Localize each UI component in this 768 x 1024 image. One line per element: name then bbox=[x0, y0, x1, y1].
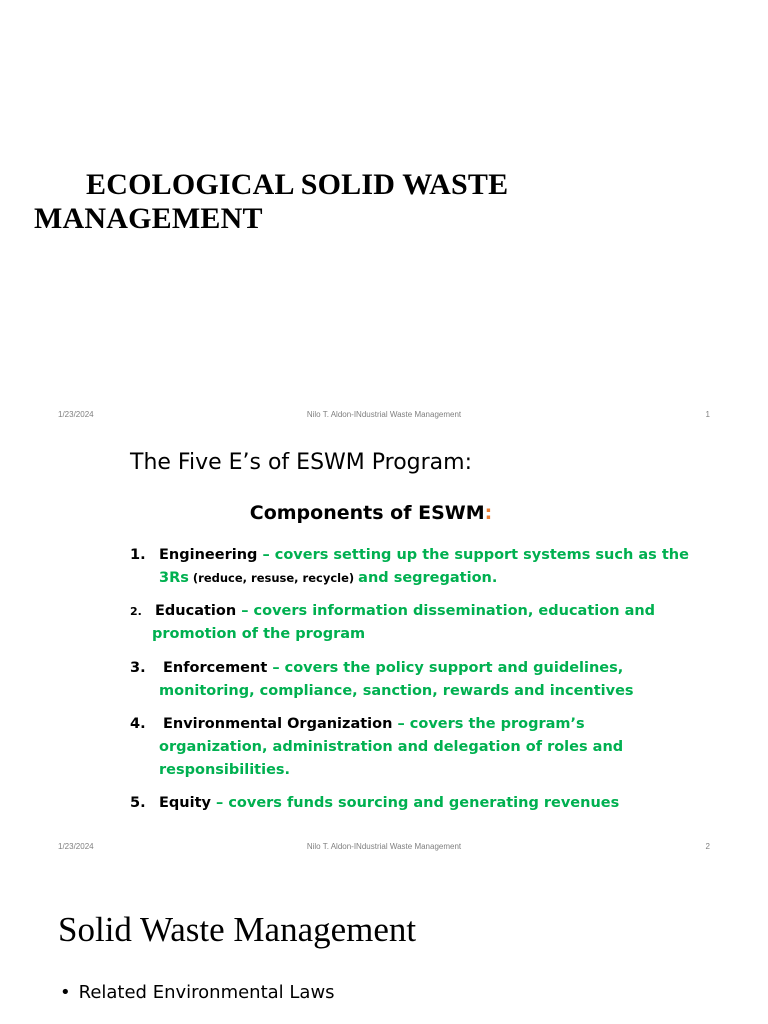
item-term: Engineering bbox=[159, 547, 258, 563]
slide-heading: The Five E’s of ESWM Program: bbox=[130, 450, 472, 475]
slide-title-line-2: MANAGEMENT bbox=[34, 202, 263, 235]
slide-footer bbox=[0, 410, 768, 422]
slide-footer bbox=[0, 842, 768, 854]
item-description: 3Rs bbox=[159, 570, 189, 586]
bullet-item bbox=[60, 982, 335, 1003]
item-description: and segregation. bbox=[358, 570, 498, 586]
item-body bbox=[159, 544, 690, 590]
item-description: – covers setting up the support systems such as the bbox=[257, 547, 689, 563]
item-number: 4. bbox=[130, 716, 146, 732]
footer-author: Nilo T. Aldon-INdustrial Waste Management bbox=[306, 842, 462, 851]
slide-number: 1 bbox=[705, 410, 710, 419]
slide-2 bbox=[0, 432, 768, 864]
slide-heading: Solid Waste Management bbox=[58, 910, 417, 949]
item-term: Environmental Organization bbox=[163, 716, 393, 732]
item-term: Equity bbox=[159, 795, 211, 811]
bullet-icon: • bbox=[60, 982, 71, 1003]
list-item bbox=[130, 544, 690, 590]
subheading-text: Components of ESWM bbox=[249, 502, 485, 524]
subheading-colon: : bbox=[484, 502, 493, 524]
item-body bbox=[159, 657, 690, 703]
item-description: – covers information dissemination, education and bbox=[236, 603, 656, 619]
item-description: promotion of the program bbox=[152, 626, 366, 642]
footer-date: 1/23/2024 bbox=[58, 410, 94, 419]
slide-title bbox=[34, 168, 654, 236]
item-term: Enforcement bbox=[163, 660, 268, 676]
footer-author: Nilo T. Aldon-INdustrial Waste Management bbox=[306, 410, 462, 419]
item-description: – covers the policy support and guidelines, bbox=[267, 660, 624, 676]
item-number: 1. bbox=[130, 547, 146, 563]
list-item bbox=[130, 713, 690, 782]
list-item bbox=[130, 792, 690, 815]
slide-number: 2 bbox=[705, 842, 710, 851]
slide-1 bbox=[0, 0, 768, 432]
item-term: Education bbox=[155, 603, 237, 619]
item-parenthetical: (reduce, resuse, recycle) bbox=[188, 571, 359, 585]
item-number: 2. bbox=[130, 605, 142, 618]
slide-3 bbox=[0, 864, 768, 1024]
list-item bbox=[130, 600, 690, 646]
item-description: – covers funds sourcing and generating revenues bbox=[210, 795, 620, 811]
bullet-text: Related Environmental Laws bbox=[78, 982, 335, 1003]
slide-subheading bbox=[0, 502, 742, 524]
footer-date: 1/23/2024 bbox=[58, 842, 94, 851]
slide-title-line-1: ECOLOGICAL SOLID WASTE bbox=[86, 168, 509, 201]
item-description: monitoring, compliance, sanction, rewards and incentives bbox=[159, 683, 634, 699]
item-number: 5. bbox=[130, 795, 146, 811]
item-description: organization, administration and delegation of roles and bbox=[159, 739, 624, 755]
item-description: – covers the program’s bbox=[392, 716, 585, 732]
item-body bbox=[159, 713, 690, 782]
item-body bbox=[152, 600, 690, 646]
item-body bbox=[159, 792, 690, 815]
item-number: 3. bbox=[130, 660, 146, 676]
item-description: responsibilities. bbox=[159, 762, 291, 778]
list-item bbox=[130, 657, 690, 703]
